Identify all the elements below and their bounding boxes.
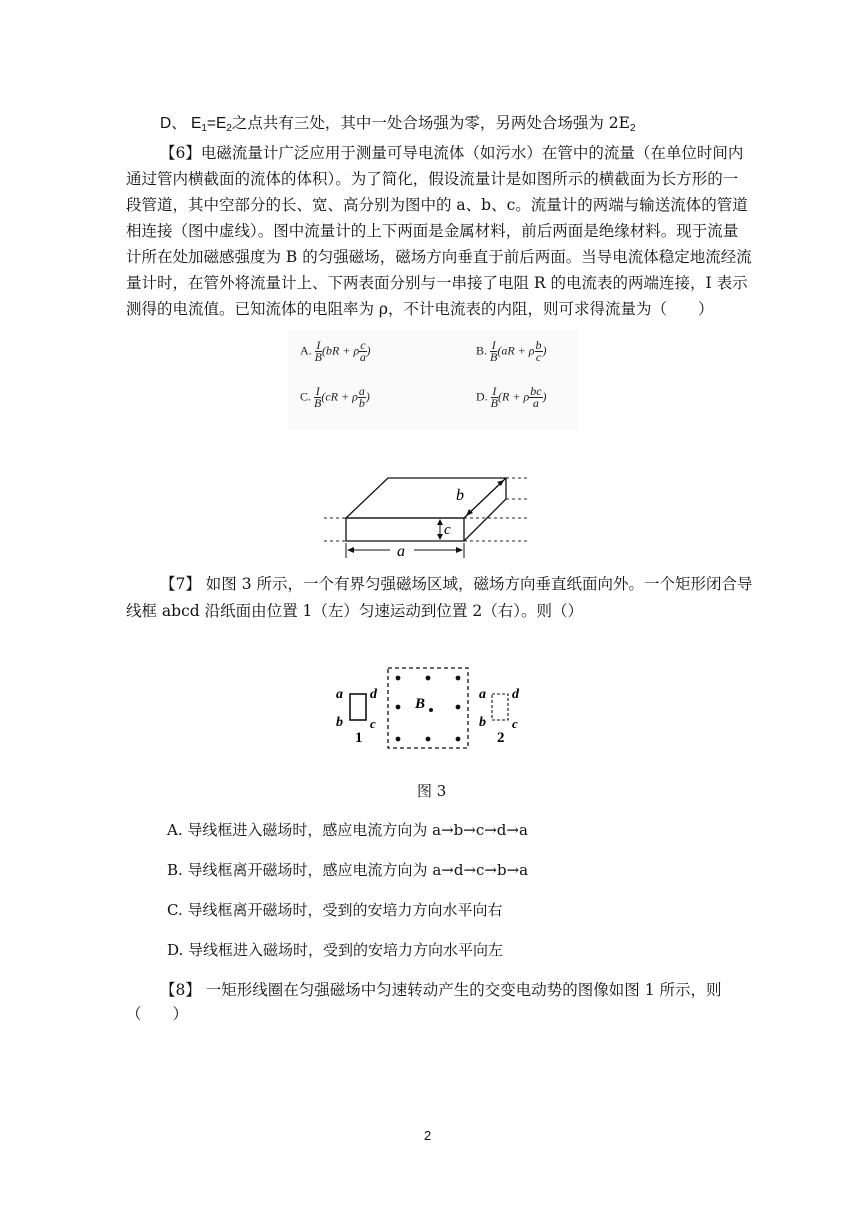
q6-line-4: 相连接（图中虚线）。图中流量计的上下两面是金属材料，前后两面是绝缘材料。现于流量 bbox=[126, 222, 739, 240]
magnetic-field-figure bbox=[332, 660, 532, 752]
q7-option-c: C. 导线框离开磁场时，受到的安培力方向水平向右 bbox=[167, 901, 503, 919]
q6-line-2: 通过管内横截面的流体的体积）。为了简化，假设流量计是如图所示的横截面为长方形的一 bbox=[126, 170, 739, 188]
frame2-label-c: c bbox=[512, 716, 518, 731]
q5-d-eq: =E bbox=[206, 115, 227, 132]
q6-option-a: A. $\frac{I}{B}$ (bR + ρ $\frac{c}{a}$ ) bbox=[300, 338, 371, 364]
frame1-label-d: d bbox=[370, 687, 377, 702]
figure-3-caption: 图 3 bbox=[417, 782, 447, 800]
label-c: c bbox=[444, 522, 451, 538]
q6-option-c: C. $\frac{I}{B}$ (cR + ρ $\frac{a}{b}$ ) bbox=[300, 384, 370, 410]
q7-option-d: D. 导线框进入磁场时，受到的安培力方向水平向左 bbox=[167, 941, 504, 959]
q6-option-b: B. $\frac{I}{B}$ (aR + ρ $\frac{b}{c}$ ) bbox=[476, 338, 547, 364]
position-2-label: 2 bbox=[497, 730, 505, 746]
q7-option-b: B. 导线框离开磁场时，感应电流方向为 a→d→c→b→a bbox=[167, 861, 529, 879]
q7-line-2: 线框 abcd 沿纸面由位置 1（左）匀速运动到位置 2（右）。则（） bbox=[126, 602, 583, 620]
frame1-label-a: a bbox=[336, 687, 343, 702]
q5-d-sub2: 2 bbox=[226, 123, 232, 134]
q8-line-2: （ ） bbox=[126, 1005, 189, 1023]
frame2-label-d: d bbox=[512, 687, 519, 702]
q7-option-a: A. 导线框进入磁场时，感应电流方向为 a→b→c→d→a bbox=[167, 821, 528, 839]
page-number: 2 bbox=[424, 1128, 432, 1143]
flowmeter-figure bbox=[318, 470, 532, 560]
frame1-label-b: b bbox=[336, 715, 343, 730]
q6-line-5: 计所在处加磁感强度为 B 的匀强磁场，磁场方向垂直于前后两面。当导电流体稳定地流经流 bbox=[126, 248, 752, 266]
label-a: a bbox=[397, 543, 405, 560]
frame2-label-a: a bbox=[479, 687, 486, 702]
frame2-label-b: b bbox=[479, 715, 486, 730]
q6-options-image bbox=[288, 330, 578, 430]
q5-option-d bbox=[160, 113, 636, 139]
position-1-label: 1 bbox=[355, 730, 363, 746]
q5-d-sub1: 1 bbox=[201, 123, 207, 134]
q7-line-1: 【7】 如图 3 所示，一个有界匀强磁场区域，磁场方向垂直纸面向外。一个矩形闭合导 bbox=[160, 575, 753, 593]
q6-line-6: 量计时，在管外将流量计上、下两表面分别与一串接了电阻 R 的电流表的两端连接，I 表示 bbox=[126, 274, 748, 292]
q5-d-text: 之点共有三处，其中一处合场强为零，另两处合场强为 2E bbox=[231, 114, 630, 132]
q6-line-3: 段管道，其中空部分的长、宽、高分别为图中的 a、b、c。流量计的两端与输送流体的管道 bbox=[126, 196, 748, 214]
frame1-label-c: c bbox=[370, 716, 376, 731]
q6-option-d: D. $\frac{I}{B}$ (R + ρ $\frac{bc}{a}$ ) bbox=[476, 384, 547, 410]
q6-line-1: 【6】电磁流量计广泛应用于测量可导电流体（如污水）在管中的流量（在单位时间内 bbox=[160, 144, 744, 162]
q8-line-1: 【8】 一矩形线圈在匀强磁场中匀速转动产生的交变电动势的图像如图 1 所示，则 bbox=[160, 981, 722, 999]
q6-line-7: 测得的电流值。已知流体的电阻率为 ρ，不计电流表的内阻，则可求得流量为（ ） bbox=[126, 300, 714, 318]
field-label-b: B bbox=[415, 696, 426, 712]
q5-d-prefix: D、 E bbox=[160, 115, 202, 132]
label-b: b bbox=[456, 487, 464, 504]
q5-d-sub3: 2 bbox=[629, 123, 636, 134]
